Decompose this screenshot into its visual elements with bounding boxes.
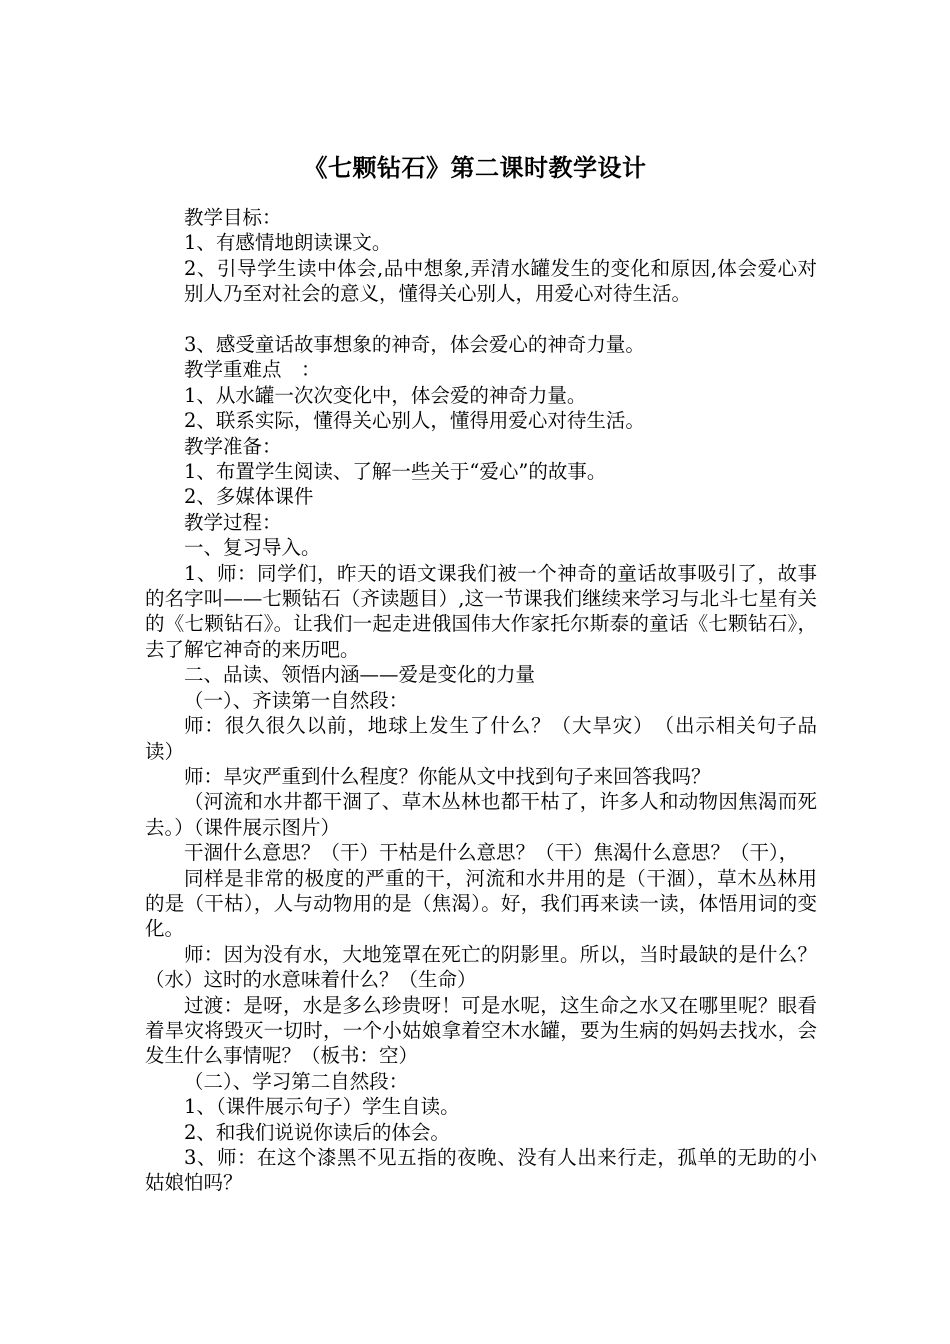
paragraph: 干涸什么意思？（干）干枯是什么意思？（干）焦渴什么意思？（干）， (184, 841, 799, 865)
paragraph: 教学过程： (184, 510, 282, 534)
paragraph: 2、多媒体课件 (184, 485, 314, 509)
paragraph: （河流和水井都干涸了、草木丛林也都干枯了，许多人和动物因焦渴而死去。）（课件展示图片） (145, 790, 817, 839)
paragraph: 一、复习导入。 (184, 536, 321, 560)
paragraph: 师：旱灾严重到什么程度？你能从文中找到句子来回答我吗？ (184, 764, 711, 788)
paragraph: 师：因为没有水，大地笼罩在死亡的阴影里。所以，当时最缺的是什么？（水）这时的水意味着什么？（生命） (145, 942, 817, 992)
paragraph: 2、和我们说说你读后的体会。 (184, 1120, 450, 1144)
paragraph: （二）、学习第二自然段： (184, 1069, 409, 1093)
document-title: 《七颗钻石》第二课时教学设计 (303, 154, 647, 182)
paragraph: 3、师：在这个漆黑不见五指的夜晚、没有人出来行走，孤单的无助的小姑娘怕吗？ (145, 1146, 817, 1195)
paragraph: 过渡：是呀，水是多么珍贵呀！可是水呢，这生命之水又在哪里呢？眼看着旱灾将毁灭一切时，一个小姑娘拿着空木水罐，要为生病的妈妈去找水，会发生什么事情呢？（板书：空） (145, 993, 817, 1068)
blank-line (145, 307, 817, 332)
paragraph: 1、从水罐一次次变化中，体会爱的神奇力量。 (184, 383, 587, 407)
paragraph: 2、联系实际，懂得关心别人，懂得用爱心对待生活。 (184, 409, 645, 433)
paragraph: （一）、齐读第一自然段： (184, 688, 409, 712)
paragraph: 教学重难点 ： (184, 358, 321, 382)
paragraph: 2、引导学生读中体会,品中想象,弄清水罐发生的变化和原因,体会爱心对别人乃至对社会的意义，懂得关心别人，用爱心对待生活。 (184, 256, 817, 306)
paragraph: 3、感受童话故事想象的神奇，体会爱心的神奇力量。 (184, 333, 645, 357)
paragraph: 1、（课件展示句子）学生自读。 (184, 1095, 460, 1119)
paragraph: 二、品读、领悟内涵——爱是变化的力量 (184, 663, 536, 687)
paragraph: 1、有感情地朗读课文。 (184, 231, 392, 255)
paragraph: 1、布置学生阅读、了解一些关于“爱心”的故事。 (184, 460, 607, 484)
paragraph: 1、师：同学们，昨天的语文课我们被一个神奇的童话故事吸引了，故事的名字叫——七颗钻石（齐读题目）,这一节课我们继续来学习与北斗七星有关的《七颗钻石》。让我们一起走进俄国伟大作家托尔斯泰的童话《七颗钻石》，去了解它神奇的来历吧。 (145, 561, 817, 661)
document-body (145, 205, 817, 1196)
paragraph: 师：很久很久以前，地球上发生了什么？（大旱灾） （出示相关句子品读） (145, 714, 817, 763)
paragraph: 教学准备： (184, 434, 282, 458)
paragraph: 同样是非常的极度的严重的干，河流和水井用的是（干涸），草木丛林用的是（干枯），人与动物用的是（焦渴）。好，我们再来读一读，体悟用词的变化。 (145, 866, 817, 941)
paragraph: 教学目标： (184, 206, 282, 229)
